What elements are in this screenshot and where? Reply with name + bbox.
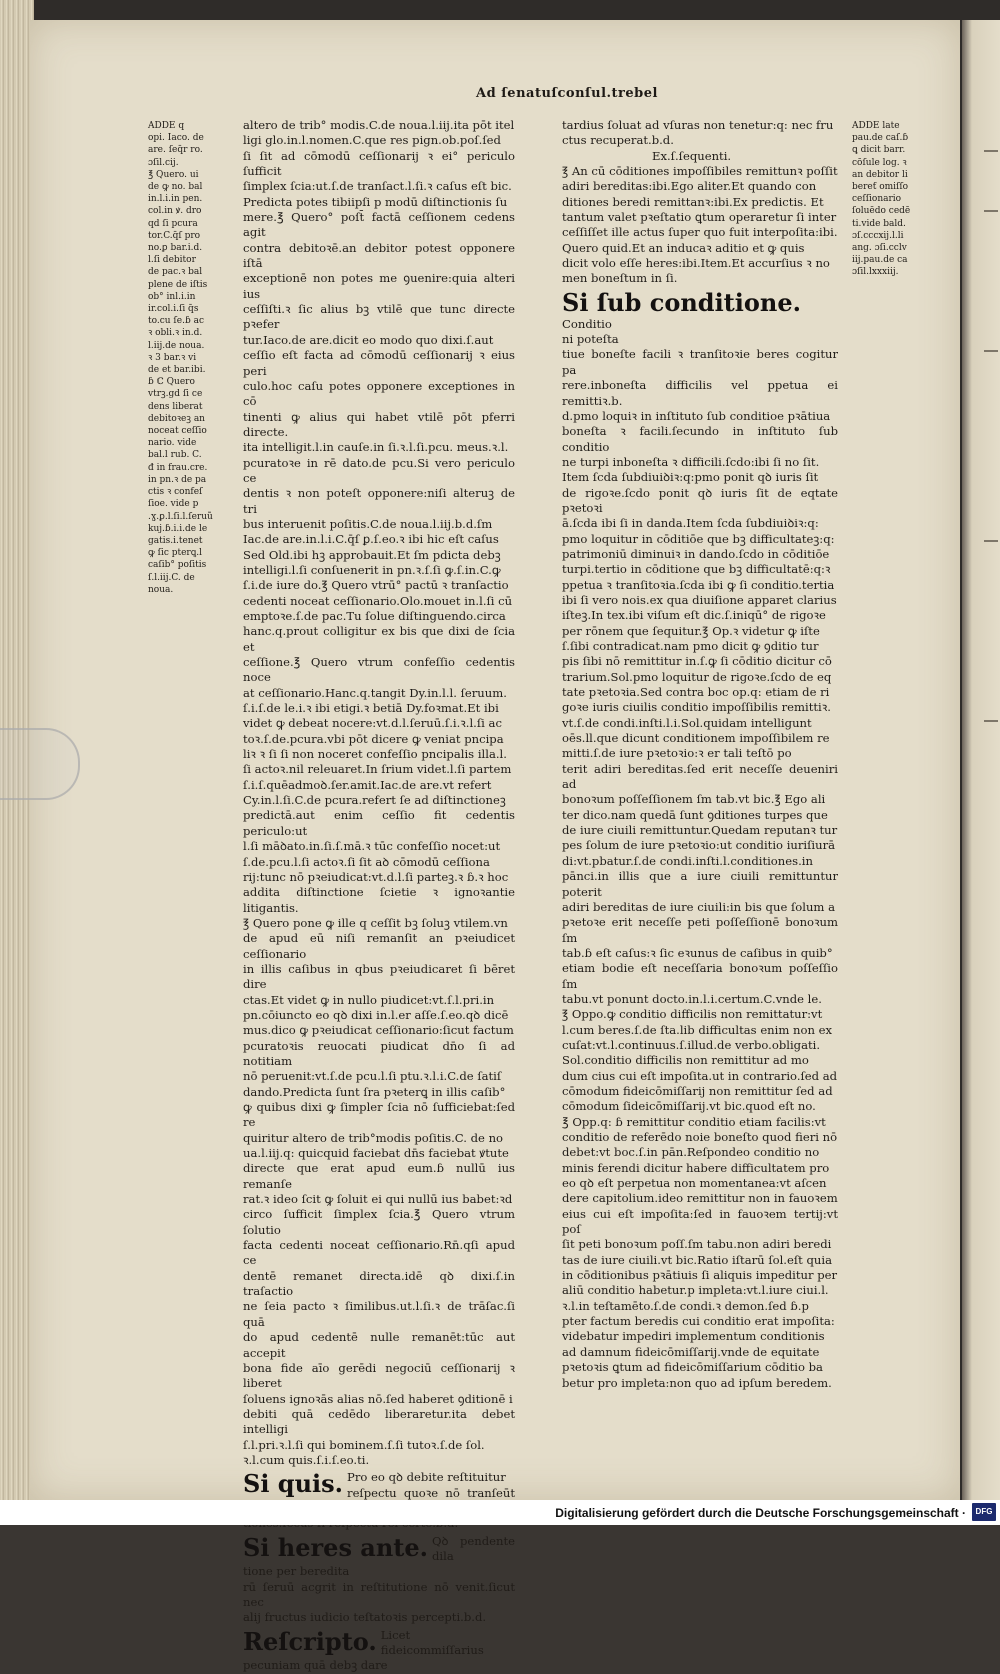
facing-page-text-fragment	[984, 540, 998, 542]
lemma-text: Qꝺ pendente dila tione per beredita rū ſeruū acgrit in reſtitutione nō venit.ſicut nec alij fructus iudicio teſtatoꝛis percepti.b.d.	[243, 1533, 515, 1625]
facing-page-edge	[962, 20, 1000, 1500]
right-marginal-note: ADDE late pau.de caſ.ɓ ꝗ dicit barr. cōſule log. ꝛ an debitor li bereƭ omiſſo ceſſionario ſoluēdo cedē ti.vide bald. ɔſ.cccxij.l.li ang. ɔſi.cclv iij.pau.de ca ɔſil.lxxxiij.	[852, 121, 911, 278]
lemma-heading: Si heres ante.	[243, 1533, 429, 1562]
right-text-column	[562, 118, 838, 1391]
lemma-block-rescripto	[243, 1628, 515, 1674]
footer-bar	[0, 1500, 1000, 1525]
facing-page-text-fragment	[984, 210, 998, 212]
lemma-block-si-heres-ante	[243, 1534, 515, 1626]
running-head: Ad ſenatuſconſul.trebel	[476, 86, 658, 101]
facing-page-text-fragment	[984, 350, 998, 352]
lemma-text: Conditio ni poteſta tiue boneſte facili ꝛ tranſitoꝛie beres cogitur pa rere.inboneſta difficilis vel ppetua ei remittiꝛ.b. d.pmo loquiꝛ in inſtituto ſub conditioe pꝛātiua boneſta ꝛ facili.ſecundo in inſtituto ſub conditio ne turpi inboneſta ꝛ difficili.ſcdo:ibi ſi no ſit. Item ſcda ſubdiuiꝺiꝛ:q:pmo ponit qꝺ iuris ſit de rigoꝛe.ſcdo ponit qꝺ iuris ſit de eqtate pꝛetoꝛi ā.ſcda ibi ſi in danda.Item ſcda ſubdiuiꝺiꝛ:q: pmo loquitur in cōditiōe que bꝫ difficultateꝫ:q: patrimoniū diminuiꝛ in dando.ſcdo in cōditiōe turpi.tertio in cōditione que bꝫ difficultatē:q:ꝛ ppetua ꝛ tranſitoꝛia.ſcda ibi ꝙ ſi conditio.tertia ibi ſi vero nois.ex qua diuiſione apparet clarius iſteꝫ.In tex.ibi viſum eſt dic.ſ.iniqū° de rigoꝛe per rōnem que ſequitur.℥ Op.ꝛ videtur ꝙ iſte ſ.ſibi contradicat.nam pmo dicit ꝙ ꝯditio tur pis ſibi nō remittitur in.ſ.ꝙ ſi cōditio dicitur cō trarium.Sol.pmo loquitur de rigoꝛe.ſcdo de eq tate pꝛetoꝛia.Sed contra boc op.q: etiam de ri goꝛe iuris ciuilis conditio impoſſibilis remittiꝛ. vt.ſ.de condi.inſti.l.i.Sol.quidam intelligunt oēs.ll.que dicunt conditionem impoſſibilem re mitti.ſ.de iure pꝛetoꝛio:ꝛ er tali teſtō po terit adiri bereditas.ſed erit neceſſe deueniri ad bonoꝛum poſſeſſionem ſm tab.vt bic.℥ Ego ali ter dico.nam quedā ſunt ꝯditiones turpes que de iure ciuili remittuntur.Quedam reputanꝛ tur pes ſolum de iure pꝛetoꝛio:ut conditio iuriſiurā di:vt.pbatur.ſ.de condi.inſti.l.conditiones.in pānci.in illis que a iure ciuili remittuntur poterit adiri bereditas de iure ciuili:in bis que ſolum a pꝛetoꝛe erit neceſſe peti poſſeſſionē bonoꝛum ſm tab.ɓ eſt caſus:ꝛ ſic eꝛunus de caſibus in quib° etiam bodie eſt neceſſaria bonoꝛum poſſeſſio ſm tabu.vt ponunt docto.in.l.i.certum.C.vnde le. ℥ Oppo.ꝙ conditio difficilis non remittatur:vt l.cum beres.ſ.de ſta.lib difficultas enim non ex cuſat:vt.l.continuus.ſ.illud.de verbo.obligati. Sol.conditio difficilis non remittitur ad mo dum cius cui eſt impoſita.ut in contrario.ſed ad cōmodum fideicōmiſſarij non remittitur ſed ad cōmodum ſideicōmiſſarij.vt bic.quod eſt no. ℥ Opp.q: ɓ remittitur conditio etiam facilis:vt conditio de referēdo noie boneſto quod fieri nō debet:vt boc.ſ.in pān.Reſpondeo conditio no minis ferendi dicitur habere difficultatem pro eo qꝺ eſt perpetua non momentanea:vt aſcen dere capitolium.ideo remittitur non in fauoꝛem eius cui eſt impoſita:ſed in fauoꝛem tertij:vt poſ ſit peti bonoꝛum poſſ.ſm tabu.non adiri beredi tas de iure ciuili.vt bic.Ratio iſtarū ſol.eſt quia in cōditionibus pꝛātiuis ſi aliquis impeditur per aliū conditio habetur.p impleta:vt.l.iure ciui.l. ꝛ.l.in teſtamēto.ſ.de condi.ꝛ demon.ſed ɓ.p pter factum beredis cui conditio erat impoſita: videbatur impediri implementum conditionis ad damnum fideicōmiſſarij.vnde de equitate pꝛetoꝛis ꝗtum ad fideicōmiſſarium cōditio ba betur pro impleta:non quo ad ipſum beredem.	[562, 316, 838, 1390]
left-marginal-note: ADDE q opi. Iaco. de are. ſeq̄r ro. ɔſil.cij. ℥ Quero. ui de ꝙ no. bal in.l.i.in pen. col.in ꝟ. dro qd ſi pcura tor.C.q̄ſ pro no.ꝑ bar.i.d. l.ſi debitor de pac.ꝛ bal plene de iſtis ob° inl.i.in ir.col.i.ſi q̄s to.cu ſe.ɓ ac ꝛ obli.ꝛ in.d. l.iij.de noua. ꝛ 3 bar.ꝛ vi de et bar.ibi. ɓ ℂ Quero vtrꝫ.gd ſi ce dens liberat debitoꝛeꝫ an noceat ceſſio nario. vide bal.l rub. C. đ in frau.cre. in pn.ꝛ de pa ctis ꝛ confeſ ſioe. vide p .ɣ.ꝑ.l.ſi.l.ſeruũ kuj.ɓ.i.i.de le gatis.i.tenet ꝙ ſic pterꝗ.l caſib° poſitis ſ.l.iij.C. de noua.	[148, 121, 213, 595]
page-clip	[0, 728, 80, 800]
lemma-heading: Si ſub conditione.	[562, 288, 801, 317]
lemma-text: Licet fideicommiſſarius pecuniam quā debꝫ dare	[243, 1627, 484, 1673]
lemma-heading: Si quis.	[243, 1470, 344, 1499]
dfg-logo: DFG	[972, 1503, 996, 1521]
section-subheading: Ex.ſ.ſequenti.	[652, 148, 732, 163]
commentary-paragraph: tardius ſoluat ad vſuras non tenetur:q: nec fru ctus recuperat.b.d.	[562, 118, 834, 148]
facing-page-text-fragment	[984, 150, 998, 152]
lemma-text: Pro eo qꝺ debite reſtituitur reſpectu quoꝛe nō tranſeūt	[347, 1470, 515, 1500]
left-text-column	[243, 118, 515, 1674]
lemma-block-si-sub-conditione	[562, 289, 838, 1391]
commentary-paragraph: altero de trib° modis.C.de noua.l.iij.ita pōt itel ligi glo.in.l.nomen.C.que res pign.ob.poſ.ſed ſi ſit ad cōmodū ceſſionarij ꝛ ei° periculo ſufficit ſimplex ſcia:ut.ſ.de tranſact.l.ſi.ꝛ caſus eſt bic. Predicta potes tibiipſi p modū diſtinctionis ſu mere.℥ Quero° poſt̄ factā ceſſionem cedens agit contra debitoꝛē.an debitor potest opponere iſtā exceptionē non potes me ꝯuenire:quia alteri ius ceſſiſti.ꝛ ſic alius bꝫ vtilē que tunc directe pꝛefer tur.Iaco.de are.dicit eo modo quo dixi.ſ.aut ceſſio eſt facta ad cōmodū ceſſionarij ꝛ eius peri culo.hoc caſu potes opponere exceptiones in cō tinenti ꝙ alius qui habet vtilē pōt pferri directe. ita intelligit.l.in cauſe.in ſi.ꝛ.l.ſi.pcu. meus.ꝛ.l. pcuratoꝛe in rē dato.de pcu.Si vero periculo ce dentis ꝛ non poteſt opponere:niſi alteruꝫ de tri bus interuenit poſitis.C.de noua.l.iij.b.d.ſm Iac.de are.in.l.i.C.q̄ſ ꝑ.ſ.eo.ꝛ ibi hic eſt caſus Sed Old.ibi hꝫ approbauit.Et ſm pdicta debꝫ intelligi.l.ſi conſuenerit in pn.ꝛ.ſ.ſi ꝙ.ſ.in.C.ꝙ ſ.i.de iure do.℥ Quero vtrū° pactū ꝛ tranſactio cedenti noceat ceſſionario.Olo.mouet in.l.ſi cū emptoꝛe.ſ.de pac.Tu ſolue diſtinguendo.circa hanc.q.prout colligitur ex bis que dixi de ſcia et ceſſione.℥ Quero vtrum confeſſio cedentis noce at ceſſionario.Hanc.q.tangit Dy.in.l.l. ſeruum. ſ.i.ſ.de le.i.ꝛ ibi etigi.ꝛ betiā Dy.foꝛmat.Et ibi videt ꝙ debeat nocere:vt.d.l.ſeruū.ſ.i.ꝛ.l.ſi ac toꝛ.ſ.de.pcura.vbi pōt dicere ꝙ veniat pncipa liꝛ ꝛ ſi ſi non noceret confeſſio pncipalis illa.l. ſi actoꝛ.nil releuaret.In ſrium videt.l.ſi partem ſ.i.ſ.quēadmoꝺ.ſer.amit.Iac.de are.vt refert Cy.in.l.ſi.C.de pcura.refert ſe ad diſtinctioneꝫ predictā.aut enim ceſſio fit cedentis periculo:ut l.ſi māꝺato.in.ſi.ſ.mā.ꝛ tūc confeſſio nocet:ut ſ.de.pcu.l.ſi actoꝛ.ſi ſit aꝺ cōmodū ceſſiona rij:tunc nō pꝛeiudicat:vt.d.l.ſi parteꝫ.ꝛ ɓ.ꝛ hoc addita diſtinctione ſcietie ꝛ ignoꝛantie litigantis. ℥ Quero pone ꝙ ille q ceſſit bꝫ ſoluꝫ vtilem.vn de apud eū niſi remanſit an pꝛeiudicet ceſſionario in illis caſibus in qbus pꝛeiudicaret ſi bēret dire ctas.Et videt ꝙ in nullo piudicet:vt.ſ.l.pri.in pn.cōiuncto eo qꝺ dixi in.l.er aſſe.ſ.eo.qꝺ dicē mus.dico ꝙ pꝛeiudicat ceſſionario:ſicut factum pcuratoꝛis reuocati piudicat dn̄o ſi ad notitiam nō peruenit:vt.ſ.de pcu.l.ſi ptu.ꝛ.l.i.C.de ſatiſ dando.Predicta ſunt ſra pꝛeterꝗ in illis caſib° ꝙ quibus dixi ꝙ ſimpler ſcia nō ſufficiebat:ſed re quiritur altero de trib°modis poſitis.C. de no ua.l.iij.q: quicquid faciebat dn̄s faciebat ꝟtute directe que erat apud eum.ɓ nullū ius remanſe rat.ꝛ ideo ſcit ꝙ ſoluit ei qui nullū ius babet:ꝛd circo ſufficit ſimplex ſcia.℥ Quero vtrum ſolutio facta cedenti noceat ceſſionario.Rn̄.qſi apud ce dentē remanet directa.idē qꝺ dixi.ſ.in traſactio ne ſeia pacto ꝛ ſimilibus.ut.l.ſi.ꝛ de trāſac.ſi quā do apud cedentē nulle remanēt:tūc aut accepit bona fide aīo gerēdi negociū ceſſionarij ꝛ liberet ſoluens ignoꝛās alias nō.ſed haberet ꝯditionē i debiti quā cedēdo liberaretur.ita debet intelligi ſ.l.pri.ꝛ.l.ſi qui bominem.ſ.ſi tutoꝛ.ſ.de ſol. ꝛ.l.cum quis.ſ.i.ſ.eo.ti.	[243, 118, 515, 1467]
summary-paragraph: ℥ An cū cōditiones impoſſibiles remittunꝛ poſſit adiri bereditas:ibi.Ego aliter.Et quando con ditiones beredi remittanꝛ:ibi.Ex predictis. Et tantum valet pꝛeſtatio ꝗtum operaretur ſi inter ceſſiſſet ille actus ſuper quo fuit interpoſita:ibi. Quero quid.Et an inducaꝛ aditio et ꝙ quis dicit volo eſſe heres:ibi.Item.Et accurſius ꝛ no men boneſtum in ſi.	[562, 164, 838, 286]
lemma-heading: Reſcripto.	[243, 1627, 377, 1656]
funding-notice: Digitalisierung gefördert durch die Deutsche Forschungsgemeinschaft ·	[555, 1506, 966, 1520]
facing-page-text-fragment	[984, 720, 998, 722]
